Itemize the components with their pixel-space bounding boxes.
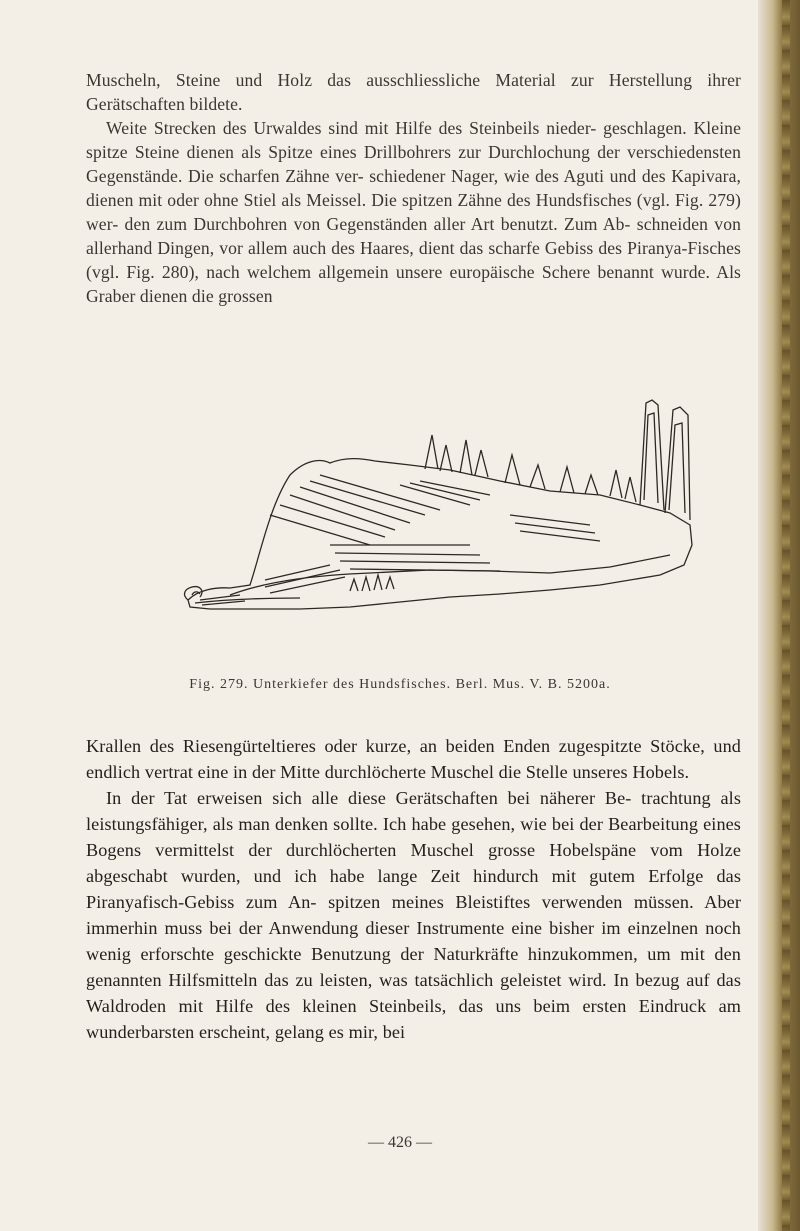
page-edge	[758, 0, 800, 1231]
figure-caption: Fig. 279. Unterkiefer des Hundsfisches. Berl. Mus. V. B. 5200a.	[189, 677, 611, 692]
paragraph-continuation: Muscheln, Steine und Holz das ausschliessliche Material zur Herstellung ihrer Gerätschaften bildete.	[86, 70, 741, 114]
paragraph-tools: Weite Strecken des Urwaldes sind mit Hilfe des Steinbeils nieder- geschlagen. Kleine spitze Steine dienen als Spitze eines Drillbohrers zur Durchlochung der verschiedensten Gegenstände. Die scharfen Zähne ver- schiedener Nager, wie des Aguti und des Kapivara, dienen mit oder ohne Stiel als Meissel. Die spitzen Zähne des Hundsfisches (vgl. Fig. 279) wer- den zum Durchbohren von Gegenständen aller Art benutzt. Zum Ab- schneiden von allerhand Dingen, vor allem auch des Haares, dient das scharfe Gebiss des Piranya-Fisches (vgl. Fig. 280), nach welchem allgemein unsere europäische Schere benannt wurde. Als Graber dienen die grossen	[86, 118, 741, 306]
jaw-illustration	[170, 395, 710, 645]
bottom-text-block	[86, 733, 741, 1045]
binding-strip	[782, 0, 790, 1231]
paragraph-performance: In der Tat erweisen sich alle diese Gerätschaften bei näherer Be- trachtung als leistungsfähiger, als man denken sollte. Ich habe gesehen, wie bei der Bearbeitung eines Bogens vermittelst der durchlöcherten Muschel grosse Hobelspäne vom Holze abgeschabt wurden, und ich habe lange Zeit hindurch mit gutem Erfolge das Piranyafisch-Gebiss zum An- spitzen meines Bleistiftes verwenden müssen. Aber immerhin muss bei der Anwendung dieser Instrumente eine bisher im einzelnen noch wenig erforschte geschickte Benutzung der Naturkräfte hinzukommen, um mit den genannten Hilfsmitteln das zu leisten, was tatsächlich geleistet wird. In bezug auf das Waldroden mit Hilfe des kleinen Steinbeils, das uns beim ersten Eindruck am wunderbarsten erscheint, gelang es mir, bei	[86, 788, 741, 1042]
top-text-block	[86, 68, 741, 308]
paragraph-claws: Krallen des Riesengürteltieres oder kurze, an beiden Enden zugespitzte Stöcke, und endlich vertrat eine in der Mitte durchlöcherte Muschel die Stelle unseres Hobels.	[86, 736, 741, 782]
page-number: — 426 —	[368, 1134, 432, 1151]
